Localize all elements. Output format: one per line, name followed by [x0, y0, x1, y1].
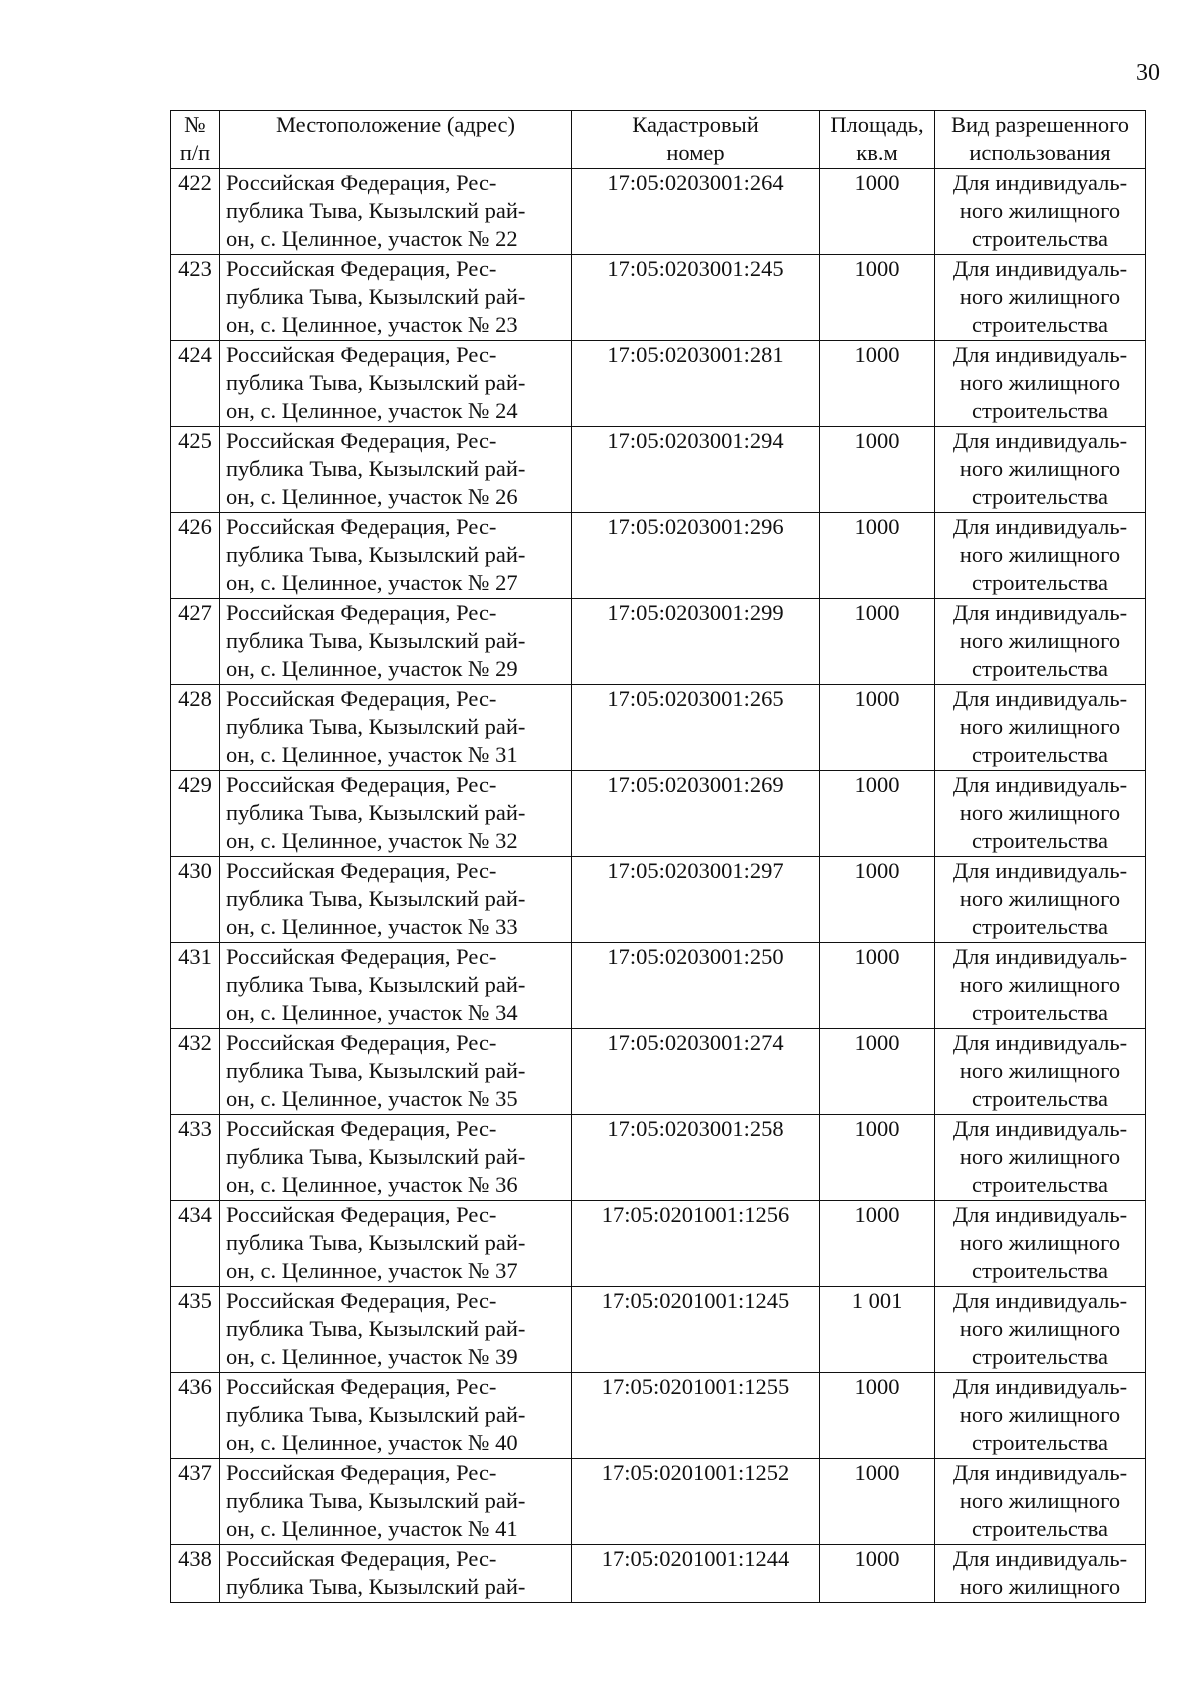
address-line: Российская Федерация, Рес-: [226, 1546, 497, 1571]
permitted-use-cell: [935, 1459, 1146, 1545]
permitted-use-line: строительства: [971, 226, 1109, 251]
header-area-line: кв.м: [856, 140, 898, 165]
address-cell: [220, 1459, 572, 1545]
address-line: публика Тыва, Кызылский рай-: [226, 1574, 526, 1599]
area-value: 1000: [854, 858, 900, 883]
address-line: Российская Федерация, Рес-: [226, 342, 497, 367]
row-number: 435: [178, 1288, 212, 1313]
area-value: 1000: [854, 772, 900, 797]
permitted-use-line: Для индивидуаль-: [952, 170, 1128, 195]
address-line: публика Тыва, Кызылский рай-: [226, 628, 526, 653]
cadastral-number: 17:05:0203001:245: [607, 256, 784, 281]
table-row: [171, 857, 1146, 943]
permitted-use-cell: [935, 1029, 1146, 1115]
table-header-row: [171, 111, 1146, 169]
address-cell: [220, 1201, 572, 1287]
permitted-use-cell: [935, 1545, 1146, 1603]
row-number: 432: [178, 1030, 212, 1055]
row-number-cell: [171, 169, 220, 255]
address-cell: [220, 341, 572, 427]
address-line: Российская Федерация, Рес-: [226, 686, 497, 711]
address-line: публика Тыва, Кызылский рай-: [226, 456, 526, 481]
area-value: 1000: [854, 342, 900, 367]
permitted-use-line: Для индивидуаль-: [952, 858, 1128, 883]
cadastral-number-cell: [572, 943, 820, 1029]
address-line: Российская Федерация, Рес-: [226, 1460, 497, 1485]
row-number: 429: [178, 772, 212, 797]
permitted-use-line: строительства: [971, 1086, 1109, 1111]
address-line: Российская Федерация, Рес-: [226, 858, 497, 883]
table-row: [171, 1459, 1146, 1545]
permitted-use-cell: [935, 599, 1146, 685]
row-number: 425: [178, 428, 212, 453]
permitted-use-line: строительства: [971, 1258, 1109, 1283]
address-line: публика Тыва, Кызылский рай-: [226, 1402, 526, 1427]
row-number-cell: [171, 1545, 220, 1603]
table-row: [171, 685, 1146, 771]
address-line: он, с. Целинное, участок № 39: [226, 1344, 518, 1369]
permitted-use-line: Для индивидуаль-: [952, 1546, 1128, 1571]
address-cell: [220, 255, 572, 341]
permitted-use-line: ного жилищного: [959, 1574, 1121, 1599]
header-number-line: п/п: [179, 140, 211, 165]
row-number-cell: [171, 943, 220, 1029]
permitted-use-line: Для индивидуаль-: [952, 428, 1128, 453]
area-value: 1000: [854, 1202, 900, 1227]
address-line: он, с. Целинное, участок № 35: [226, 1086, 518, 1111]
cadastral-number: 17:05:0203001:294: [607, 428, 784, 453]
area-value: 1000: [854, 600, 900, 625]
permitted-use-cell: [935, 857, 1146, 943]
header-number: [171, 111, 220, 169]
permitted-use-cell: [935, 513, 1146, 599]
row-number-cell: [171, 1287, 220, 1373]
cadastral-number-cell: [572, 1115, 820, 1201]
permitted-use-cell: [935, 255, 1146, 341]
row-number-cell: [171, 427, 220, 513]
area-cell: [820, 255, 935, 341]
permitted-use-cell: [935, 169, 1146, 255]
permitted-use-cell: [935, 771, 1146, 857]
header-address: [220, 111, 572, 169]
area-cell: [820, 1201, 935, 1287]
area-cell: [820, 169, 935, 255]
address-line: он, с. Целинное, участок № 33: [226, 914, 518, 939]
address-line: публика Тыва, Кызылский рай-: [226, 972, 526, 997]
table-row: [171, 513, 1146, 599]
row-number-cell: [171, 255, 220, 341]
area-cell: [820, 427, 935, 513]
row-number-cell: [171, 1115, 220, 1201]
permitted-use-line: ного жилищного: [959, 284, 1121, 309]
cadastral-number-cell: [572, 1459, 820, 1545]
cadastral-number: 17:05:0203001:265: [607, 686, 784, 711]
table-row: [171, 1029, 1146, 1115]
area-value: 1000: [854, 514, 900, 539]
permitted-use-line: ного жилищного: [959, 1316, 1121, 1341]
area-cell: [820, 1287, 935, 1373]
table-row: [171, 255, 1146, 341]
cadastral-number: 17:05:0203001:296: [607, 514, 784, 539]
cadastral-number-cell: [572, 513, 820, 599]
area-value: 1000: [854, 1374, 900, 1399]
header-cadastral-line: Кадастровый: [632, 112, 759, 137]
permitted-use-line: ного жилищного: [959, 456, 1121, 481]
area-cell: [820, 943, 935, 1029]
cadastral-number: 17:05:0201001:1252: [601, 1460, 790, 1485]
permitted-use-line: ного жилищного: [959, 542, 1121, 567]
area-value: 1000: [854, 428, 900, 453]
address-line: Российская Федерация, Рес-: [226, 170, 497, 195]
address-cell: [220, 771, 572, 857]
address-cell: [220, 513, 572, 599]
permitted-use-line: ного жилищного: [959, 1488, 1121, 1513]
permitted-use-line: строительства: [971, 312, 1109, 337]
address-line: публика Тыва, Кызылский рай-: [226, 1144, 526, 1169]
table-row: [171, 1115, 1146, 1201]
area-cell: [820, 1029, 935, 1115]
address-line: Российская Федерация, Рес-: [226, 256, 497, 281]
address-line: публика Тыва, Кызылский рай-: [226, 1316, 526, 1341]
permitted-use-cell: [935, 1373, 1146, 1459]
table-row: [171, 771, 1146, 857]
address-cell: [220, 943, 572, 1029]
row-number-cell: [171, 771, 220, 857]
address-line: он, с. Целинное, участок № 29: [226, 656, 518, 681]
area-value: 1000: [854, 944, 900, 969]
permitted-use-line: ного жилищного: [959, 370, 1121, 395]
cadastral-number: 17:05:0203001:250: [607, 944, 784, 969]
permitted-use-line: ного жилищного: [959, 714, 1121, 739]
address-line: Российская Федерация, Рес-: [226, 1116, 497, 1141]
permitted-use-line: ного жилищного: [959, 1144, 1121, 1169]
cadastral-number-cell: [572, 599, 820, 685]
permitted-use-line: строительства: [971, 1000, 1109, 1025]
permitted-use-line: строительства: [971, 570, 1109, 595]
permitted-use-line: ного жилищного: [959, 628, 1121, 653]
row-number-cell: [171, 1373, 220, 1459]
cadastral-number-cell: [572, 1545, 820, 1603]
address-line: Российская Федерация, Рес-: [226, 1288, 497, 1313]
land-plot-table: [170, 110, 1146, 1603]
area-value: 1000: [854, 1546, 900, 1571]
address-cell: [220, 169, 572, 255]
row-number-cell: [171, 341, 220, 427]
row-number: 424: [178, 342, 212, 367]
address-line: он, с. Целинное, участок № 31: [226, 742, 518, 767]
permitted-use-line: Для индивидуаль-: [952, 1030, 1128, 1055]
area-cell: [820, 513, 935, 599]
header-cadastral: [572, 111, 820, 169]
permitted-use-line: ного жилищного: [959, 800, 1121, 825]
address-line: он, с. Целинное, участок № 26: [226, 484, 518, 509]
table-row: [171, 1545, 1146, 1603]
permitted-use-line: строительства: [971, 1172, 1109, 1197]
address-line: Российская Федерация, Рес-: [226, 600, 497, 625]
row-number-cell: [171, 685, 220, 771]
area-value: 1000: [854, 1030, 900, 1055]
table-row: [171, 943, 1146, 1029]
row-number: 437: [178, 1460, 212, 1485]
row-number: 431: [178, 944, 212, 969]
permitted-use-line: строительства: [971, 828, 1109, 853]
row-number: 436: [178, 1374, 212, 1399]
row-number: 430: [178, 858, 212, 883]
address-line: публика Тыва, Кызылский рай-: [226, 542, 526, 567]
cadastral-number-cell: [572, 1287, 820, 1373]
permitted-use-line: строительства: [971, 656, 1109, 681]
area-cell: [820, 685, 935, 771]
permitted-use-line: ного жилищного: [959, 1402, 1121, 1427]
area-cell: [820, 599, 935, 685]
cadastral-number: 17:05:0203001:297: [607, 858, 784, 883]
address-line: публика Тыва, Кызылский рай-: [226, 1488, 526, 1513]
address-cell: [220, 1287, 572, 1373]
permitted-use-line: ного жилищного: [959, 886, 1121, 911]
header-cadastral-line: номер: [666, 140, 725, 165]
table-row: [171, 599, 1146, 685]
address-cell: [220, 1115, 572, 1201]
cadastral-number-cell: [572, 857, 820, 943]
row-number-cell: [171, 1029, 220, 1115]
row-number-cell: [171, 599, 220, 685]
address-cell: [220, 857, 572, 943]
permitted-use-line: Для индивидуаль-: [952, 514, 1128, 539]
address-line: Российская Федерация, Рес-: [226, 428, 497, 453]
permitted-use-line: строительства: [971, 484, 1109, 509]
header-area-line: Площадь,: [830, 112, 924, 137]
row-number: 433: [178, 1116, 212, 1141]
address-line: он, с. Целинное, участок № 41: [226, 1516, 518, 1541]
permitted-use-line: ного жилищного: [959, 972, 1121, 997]
table-body: [171, 169, 1146, 1603]
permitted-use-line: строительства: [971, 1516, 1109, 1541]
table-row: [171, 427, 1146, 513]
cadastral-number-cell: [572, 1029, 820, 1115]
permitted-use-line: строительства: [971, 742, 1109, 767]
cadastral-number: 17:05:0203001:281: [607, 342, 784, 367]
table-row: [171, 341, 1146, 427]
permitted-use-line: ного жилищного: [959, 1230, 1121, 1255]
address-line: публика Тыва, Кызылский рай-: [226, 370, 526, 395]
permitted-use-line: строительства: [971, 1344, 1109, 1369]
address-line: публика Тыва, Кызылский рай-: [226, 1058, 526, 1083]
row-number: 427: [178, 600, 212, 625]
area-cell: [820, 1115, 935, 1201]
address-line: Российская Федерация, Рес-: [226, 1374, 497, 1399]
area-value: 1000: [854, 170, 900, 195]
row-number: 423: [178, 256, 212, 281]
row-number-cell: [171, 857, 220, 943]
area-value: 1000: [854, 686, 900, 711]
header-number-line: №: [184, 112, 206, 137]
area-value: 1000: [854, 256, 900, 281]
permitted-use-line: Для индивидуаль-: [952, 944, 1128, 969]
row-number-cell: [171, 1201, 220, 1287]
cadastral-number-cell: [572, 771, 820, 857]
address-cell: [220, 1545, 572, 1603]
cadastral-number: 17:05:0203001:274: [607, 1030, 784, 1055]
cadastral-number: 17:05:0201001:1244: [601, 1546, 790, 1571]
permitted-use-cell: [935, 1201, 1146, 1287]
permitted-use-line: ного жилищного: [959, 198, 1121, 223]
permitted-use-line: строительства: [971, 914, 1109, 939]
permitted-use-cell: [935, 427, 1146, 513]
area-cell: [820, 771, 935, 857]
address-line: он, с. Целинное, участок № 22: [226, 226, 518, 251]
row-number: 426: [178, 514, 212, 539]
cadastral-number: 17:05:0203001:264: [607, 170, 784, 195]
address-line: публика Тыва, Кызылский рай-: [226, 198, 526, 223]
address-line: Российская Федерация, Рес-: [226, 772, 497, 797]
permitted-use-line: Для индивидуаль-: [952, 600, 1128, 625]
permitted-use-line: Для индивидуаль-: [952, 1374, 1128, 1399]
address-cell: [220, 685, 572, 771]
table-row: [171, 1287, 1146, 1373]
cadastral-number: 17:05:0201001:1245: [601, 1288, 790, 1313]
cadastral-number: 17:05:0201001:1255: [601, 1374, 790, 1399]
area-cell: [820, 1373, 935, 1459]
table-row: [171, 1373, 1146, 1459]
table-row: [171, 169, 1146, 255]
address-line: публика Тыва, Кызылский рай-: [226, 714, 526, 739]
address-line: он, с. Целинное, участок № 24: [226, 398, 518, 423]
cadastral-number: 17:05:0203001:299: [607, 600, 784, 625]
header-address-line: Местоположение (адрес): [275, 112, 516, 137]
area-cell: [820, 1459, 935, 1545]
cadastral-number-cell: [572, 169, 820, 255]
header-use: [935, 111, 1146, 169]
permitted-use-line: ного жилищного: [959, 1058, 1121, 1083]
address-cell: [220, 1373, 572, 1459]
address-line: он, с. Целинное, участок № 34: [226, 1000, 518, 1025]
address-line: Российская Федерация, Рес-: [226, 514, 497, 539]
row-number: 428: [178, 686, 212, 711]
permitted-use-line: Для индивидуаль-: [952, 1202, 1128, 1227]
address-line: публика Тыва, Кызылский рай-: [226, 284, 526, 309]
permitted-use-line: Для индивидуаль-: [952, 686, 1128, 711]
permitted-use-line: Для индивидуаль-: [952, 1288, 1128, 1313]
row-number: 422: [178, 170, 212, 195]
cadastral-number: 17:05:0201001:1256: [601, 1202, 790, 1227]
address-line: Российская Федерация, Рес-: [226, 1202, 497, 1227]
address-line: публика Тыва, Кызылский рай-: [226, 800, 526, 825]
header-area: [820, 111, 935, 169]
address-line: публика Тыва, Кызылский рай-: [226, 1230, 526, 1255]
row-number: 438: [178, 1546, 212, 1571]
address-line: он, с. Целинное, участок № 37: [226, 1258, 518, 1283]
cadastral-number-cell: [572, 427, 820, 513]
page-number: 30: [1136, 60, 1160, 86]
permitted-use-cell: [935, 1287, 1146, 1373]
address-line: он, с. Целинное, участок № 36: [226, 1172, 518, 1197]
cadastral-number-cell: [572, 1373, 820, 1459]
address-cell: [220, 1029, 572, 1115]
address-line: Российская Федерация, Рес-: [226, 944, 497, 969]
header-use-line: использования: [969, 140, 1111, 165]
permitted-use-cell: [935, 1115, 1146, 1201]
permitted-use-cell: [935, 943, 1146, 1029]
area-value: 1000: [854, 1460, 900, 1485]
cadastral-number-cell: [572, 1201, 820, 1287]
permitted-use-cell: [935, 685, 1146, 771]
permitted-use-line: Для индивидуаль-: [952, 1116, 1128, 1141]
permitted-use-line: Для индивидуаль-: [952, 256, 1128, 281]
cadastral-number-cell: [572, 685, 820, 771]
row-number: 434: [178, 1202, 212, 1227]
permitted-use-cell: [935, 341, 1146, 427]
table-row: [171, 1201, 1146, 1287]
address-line: Российская Федерация, Рес-: [226, 1030, 497, 1055]
area-cell: [820, 857, 935, 943]
cadastral-number-cell: [572, 341, 820, 427]
address-cell: [220, 599, 572, 685]
cadastral-number: 17:05:0203001:269: [607, 772, 784, 797]
area-cell: [820, 341, 935, 427]
cadastral-number-cell: [572, 255, 820, 341]
permitted-use-line: Для индивидуаль-: [952, 342, 1128, 367]
row-number-cell: [171, 513, 220, 599]
address-line: он, с. Целинное, участок № 23: [226, 312, 518, 337]
header-use-line: Вид разрешенного: [950, 112, 1130, 137]
permitted-use-line: Для индивидуаль-: [952, 772, 1128, 797]
address-line: он, с. Целинное, участок № 27: [226, 570, 518, 595]
area-value: 1 001: [851, 1288, 903, 1313]
permitted-use-line: Для индивидуаль-: [952, 1460, 1128, 1485]
address-line: публика Тыва, Кызылский рай-: [226, 886, 526, 911]
address-cell: [220, 427, 572, 513]
area-value: 1000: [854, 1116, 900, 1141]
address-line: он, с. Целинное, участок № 40: [226, 1430, 518, 1455]
permitted-use-line: строительства: [971, 1430, 1109, 1455]
address-line: он, с. Целинное, участок № 32: [226, 828, 518, 853]
area-cell: [820, 1545, 935, 1603]
permitted-use-line: строительства: [971, 398, 1109, 423]
cadastral-number: 17:05:0203001:258: [607, 1116, 784, 1141]
row-number-cell: [171, 1459, 220, 1545]
